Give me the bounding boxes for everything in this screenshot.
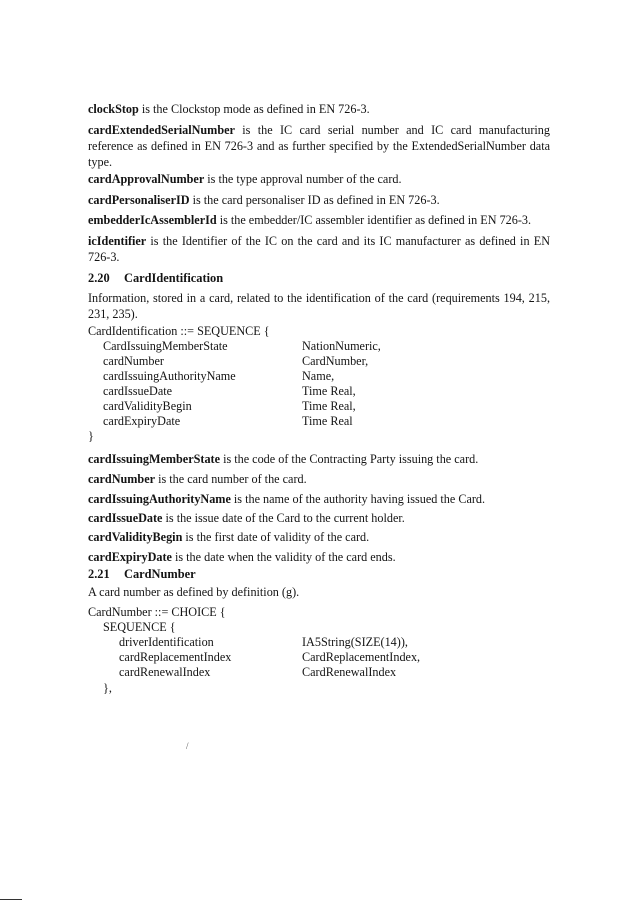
field-name: cardIssuingAuthorityName — [103, 369, 236, 383]
code-open: CardIdentification ::= SEQUENCE { — [88, 324, 270, 338]
def-card-personaliser-id: cardPersonaliserID is the card personaliser ID as defined in EN 726-3. — [88, 193, 440, 207]
section-intro: Information, stored in a card, related to the identification of the card (requirements 194, 215, 231, 235). — [88, 291, 550, 321]
def-ic-identifier: icIdentifier is the Identifier of the IC on the card and its IC manufacturer as defined in EN 726-3. — [88, 234, 550, 264]
field-type: Time Real — [302, 414, 353, 428]
section-heading-2-21 — [88, 567, 196, 582]
code-sequence-close: }, — [103, 681, 112, 695]
section-intro: A card number as defined by definition (g). — [88, 585, 300, 599]
field-type: Time Real, — [302, 399, 356, 413]
def-card-validity-begin: cardValidityBegin is the first date of validity of the card. — [88, 530, 370, 544]
section-title: CardIdentification — [124, 271, 224, 285]
field-name: cardValidityBegin — [103, 399, 192, 413]
def-card-expiry-date: cardExpiryDate is the date when the validity of the card ends. — [88, 550, 396, 564]
def-card-number: cardNumber is the card number of the card. — [88, 472, 307, 486]
field-type: IA5String(SIZE(14)), — [302, 635, 408, 649]
field-type: CardRenewalIndex — [302, 665, 397, 679]
field-type: NationNumeric, — [302, 339, 381, 353]
code-sequence-open: SEQUENCE { — [103, 620, 176, 634]
section-heading-2-20 — [88, 271, 223, 286]
field-name: cardRenewalIndex — [119, 665, 211, 679]
section-number: 2.21 — [88, 567, 110, 581]
section-number: 2.20 — [88, 271, 110, 285]
def-card-issue-date: cardIssueDate is the issue date of the Card to the current holder. — [88, 511, 405, 525]
field-type: CardReplacementIndex, — [302, 650, 421, 664]
field-name: cardIssueDate — [103, 384, 173, 398]
def-embedder-ic-assembler-id: embedderIcAssemblerId is the embedder/IC assembler identifier as defined in EN 726-3. — [88, 213, 532, 227]
def-card-issuing-member-state: cardIssuingMemberState is the code of the Contracting Party issuing the card. — [88, 452, 479, 466]
def-card-issuing-authority-name: cardIssuingAuthorityName is the name of the authority having issued the Card. — [88, 492, 486, 506]
field-name: CardIssuingMemberState — [103, 339, 228, 353]
code-close: } — [88, 429, 94, 443]
field-type: Name, — [302, 369, 335, 383]
field-name: cardExpiryDate — [103, 414, 181, 428]
field-name: cardNumber — [103, 354, 164, 368]
section-title: CardNumber — [124, 567, 196, 581]
stray-mark: / — [186, 741, 189, 751]
def-card-extended-serial-number: cardExtendedSerialNumber is the IC card serial number and IC card manufacturing reference as defined in EN 726-3 and as further specified by the ExtendedSerialNumber data type. — [88, 123, 550, 169]
footer-rule — [0, 899, 22, 900]
def-clockstop: clockStop is the Clockstop mode as defined in EN 726-3. — [88, 102, 370, 116]
code-open: CardNumber ::= CHOICE { — [88, 605, 226, 619]
field-type: Time Real, — [302, 384, 356, 398]
field-type: CardNumber, — [302, 354, 369, 368]
field-name: driverIdentification — [119, 635, 214, 649]
def-card-approval-number: cardApprovalNumber is the type approval number of the card. — [88, 172, 402, 186]
field-name: cardReplacementIndex — [119, 650, 232, 664]
